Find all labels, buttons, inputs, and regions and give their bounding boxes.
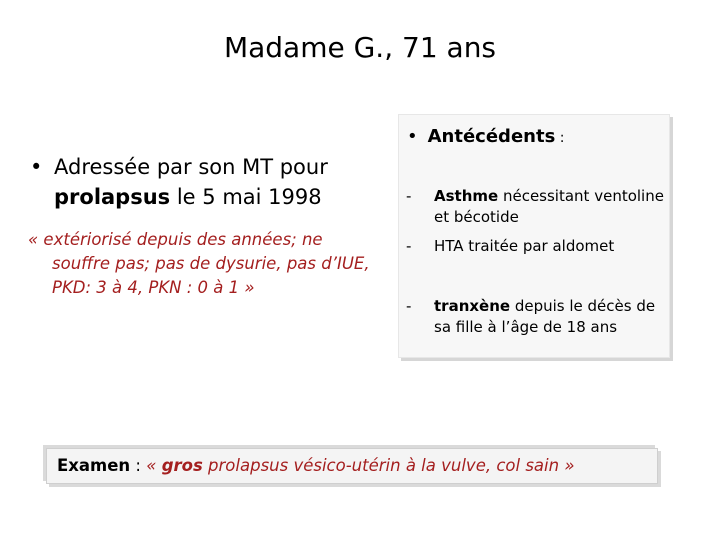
antecedent-item-tranxene [406, 296, 668, 338]
referral-line1: Adressée par son MT pour [54, 155, 328, 179]
slide-title: Madame G., 71 ans [223, 31, 497, 64]
referral-block [28, 152, 378, 300]
antecedent-item-asthme [406, 186, 668, 228]
patient-quote: « extériorisé depuis des années; ne souffre pas; pas de dysurie, pas d’IUE, PKD: 3 à 4, PKN : 0 à 1 » [28, 230, 370, 297]
exam-text [57, 455, 575, 477]
exam-quote [146, 456, 574, 475]
dash-icon: - [406, 237, 412, 255]
exam-quote-rest: prolapsus vésico-utérin à la vulve, col sain » [202, 456, 575, 475]
antecedent-text: HTA traitée par aldomet [434, 237, 615, 255]
referral-prolapsus: prolapsus [54, 185, 171, 209]
exam-quote-open: « [146, 456, 162, 475]
antecedents-heading [407, 124, 564, 151]
exam-sep: : [130, 456, 147, 475]
antecedents-colon: : [555, 130, 565, 146]
antecedents-title: Antécédents [427, 126, 556, 147]
bullet-icon: • [30, 155, 43, 179]
antecedent-bold: Asthme [434, 187, 499, 205]
bullet-icon: • [407, 126, 418, 147]
antecedent-text: depuis le décès de sa fille à l’âge de 18 ans [434, 297, 656, 336]
antecedent-item-hta [406, 236, 668, 257]
referral-date: le 5 mai 1998 [170, 185, 322, 209]
antecedents-box [398, 114, 670, 358]
exam-box [46, 448, 658, 484]
referral-bullet [28, 152, 378, 212]
antecedent-text: nécessitant ventoline et bécotide [434, 187, 664, 226]
exam-quote-gros: gros [161, 456, 203, 475]
exam-label: Examen [57, 456, 131, 475]
dash-icon: - [406, 297, 412, 315]
antecedent-bold: tranxène [434, 297, 511, 315]
dash-icon: - [406, 187, 412, 205]
